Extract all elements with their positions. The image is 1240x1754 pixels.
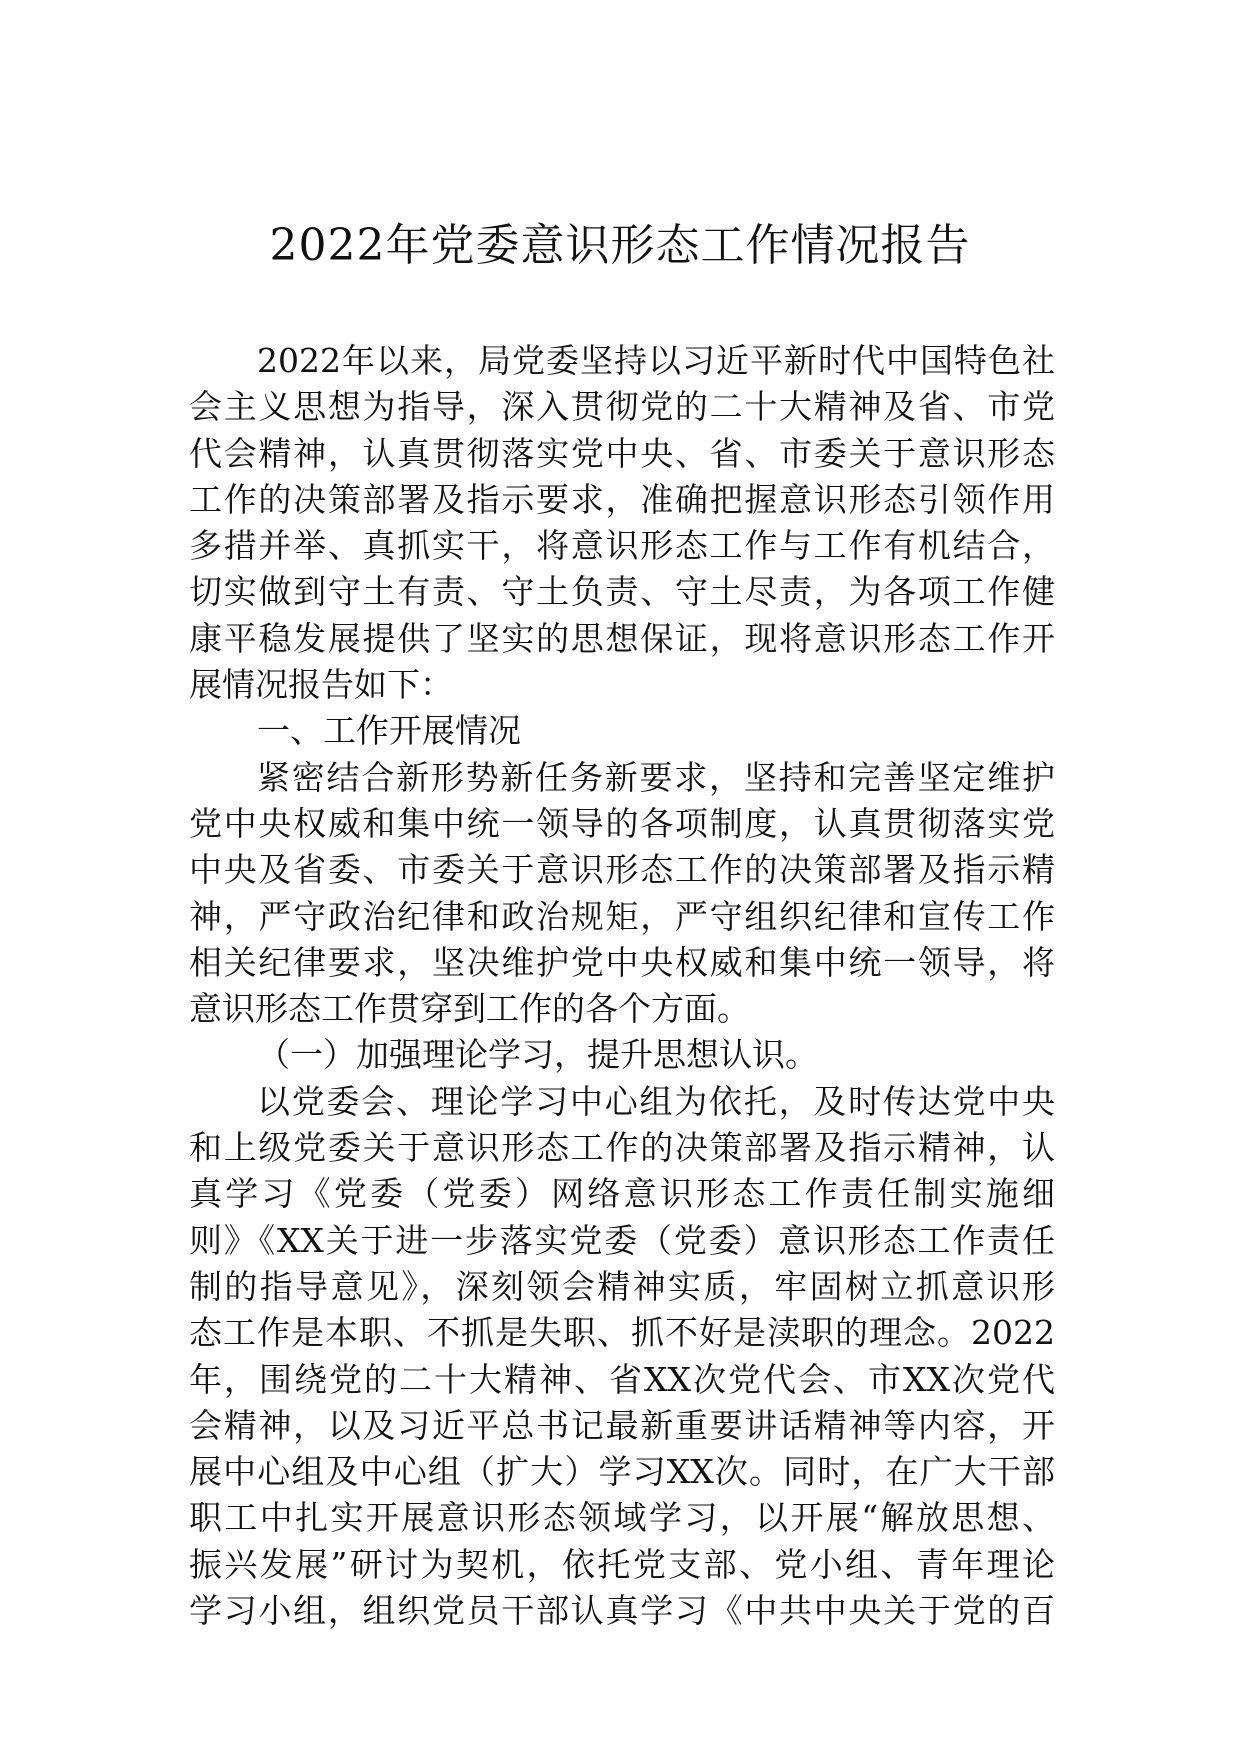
text-line: 学习小组，组织党员干部认真学习《中共中央关于党的百 <box>189 1591 1055 1631</box>
text-line: 制的指导意见》，深刻领会精神实质，牢固树立抓意识形 <box>189 1266 1055 1306</box>
text-line: 党中央权威和集中统一领导的各项制度，认真贯彻落实党 <box>189 803 1055 843</box>
text-line: 切实做到守土有责、守土负责、守土尽责，为各项工作健 <box>189 572 1055 612</box>
document-title: 2022年党委意识形态工作情况报告 <box>269 220 971 271</box>
text-line: 紧密结合新形势新任务新要求，坚持和完善坚定维护 <box>257 757 1055 797</box>
text-line: 会精神，以及习近平总书记最新重要讲话精神等内容，开 <box>189 1405 1055 1445</box>
text-line: 2022年以来，局党委坚持以习近平新时代中国特色社 <box>257 341 1055 380</box>
text-line: 意识形态工作贯穿到工作的各个方面。 <box>189 989 750 1029</box>
text-line: 展中心组及中心组（扩大）学习XX次。同时，在广大干部 <box>189 1452 1055 1492</box>
text-line: 年，围绕党的二十大精神、省XX次党代会、市XX次党代 <box>189 1359 1055 1399</box>
text-line: 和上级党委关于意识形态工作的决策部署及指示精神，认 <box>189 1128 1055 1168</box>
text-line: 中央及省委、市委关于意识形态工作的决策部署及指示精 <box>189 850 1055 890</box>
text-line: 职工中扎实开展意识形态领域学习，以开展“解放思想、 <box>189 1498 1055 1538</box>
document-body <box>189 338 1055 1634</box>
text-line: 态工作是本职、不抓是失职、抓不好是渎职的理念。2022 <box>189 1313 1055 1353</box>
text-line: 则》《XX关于进一步落实党委（党委）意识形态工作责任 <box>189 1220 1055 1260</box>
section-heading: 一、工作开展情况 <box>257 711 521 751</box>
text-line: 相关纪律要求，坚决维护党中央权威和集中统一领导，将 <box>189 942 1055 982</box>
text-line: 工作的决策部署及指示要求，准确把握意识形态引领作用 <box>189 479 1055 519</box>
text-line: 展情况报告如下： <box>189 665 453 705</box>
text-line: 以党委会、理论学习中心组为依托，及时传达党中央 <box>257 1081 1055 1121</box>
text-line: 康平稳发展提供了坚实的思想保证，现将意识形态工作开 <box>189 618 1055 658</box>
subsection-heading: （一）加强理论学习，提升思想认识。 <box>257 1035 818 1075</box>
text-line: 会主义思想为指导，深入贯彻党的二十大精神及省、市党 <box>189 387 1055 427</box>
text-line: 振兴发展”研讨为契机，依托党支部、党小组、青年理论 <box>189 1544 1055 1584</box>
text-line: 多措并举、真抓实干，将意识形态工作与工作有机结合， <box>189 526 1055 566</box>
text-line: 神，严守政治纪律和政治规矩，严守组织纪律和宣传工作 <box>189 896 1055 936</box>
text-line: 真学习《党委（党委）网络意识形态工作责任制实施细 <box>189 1174 1055 1214</box>
text-line: 代会精神，认真贯彻落实党中央、省、市委关于意识形态 <box>189 433 1055 473</box>
